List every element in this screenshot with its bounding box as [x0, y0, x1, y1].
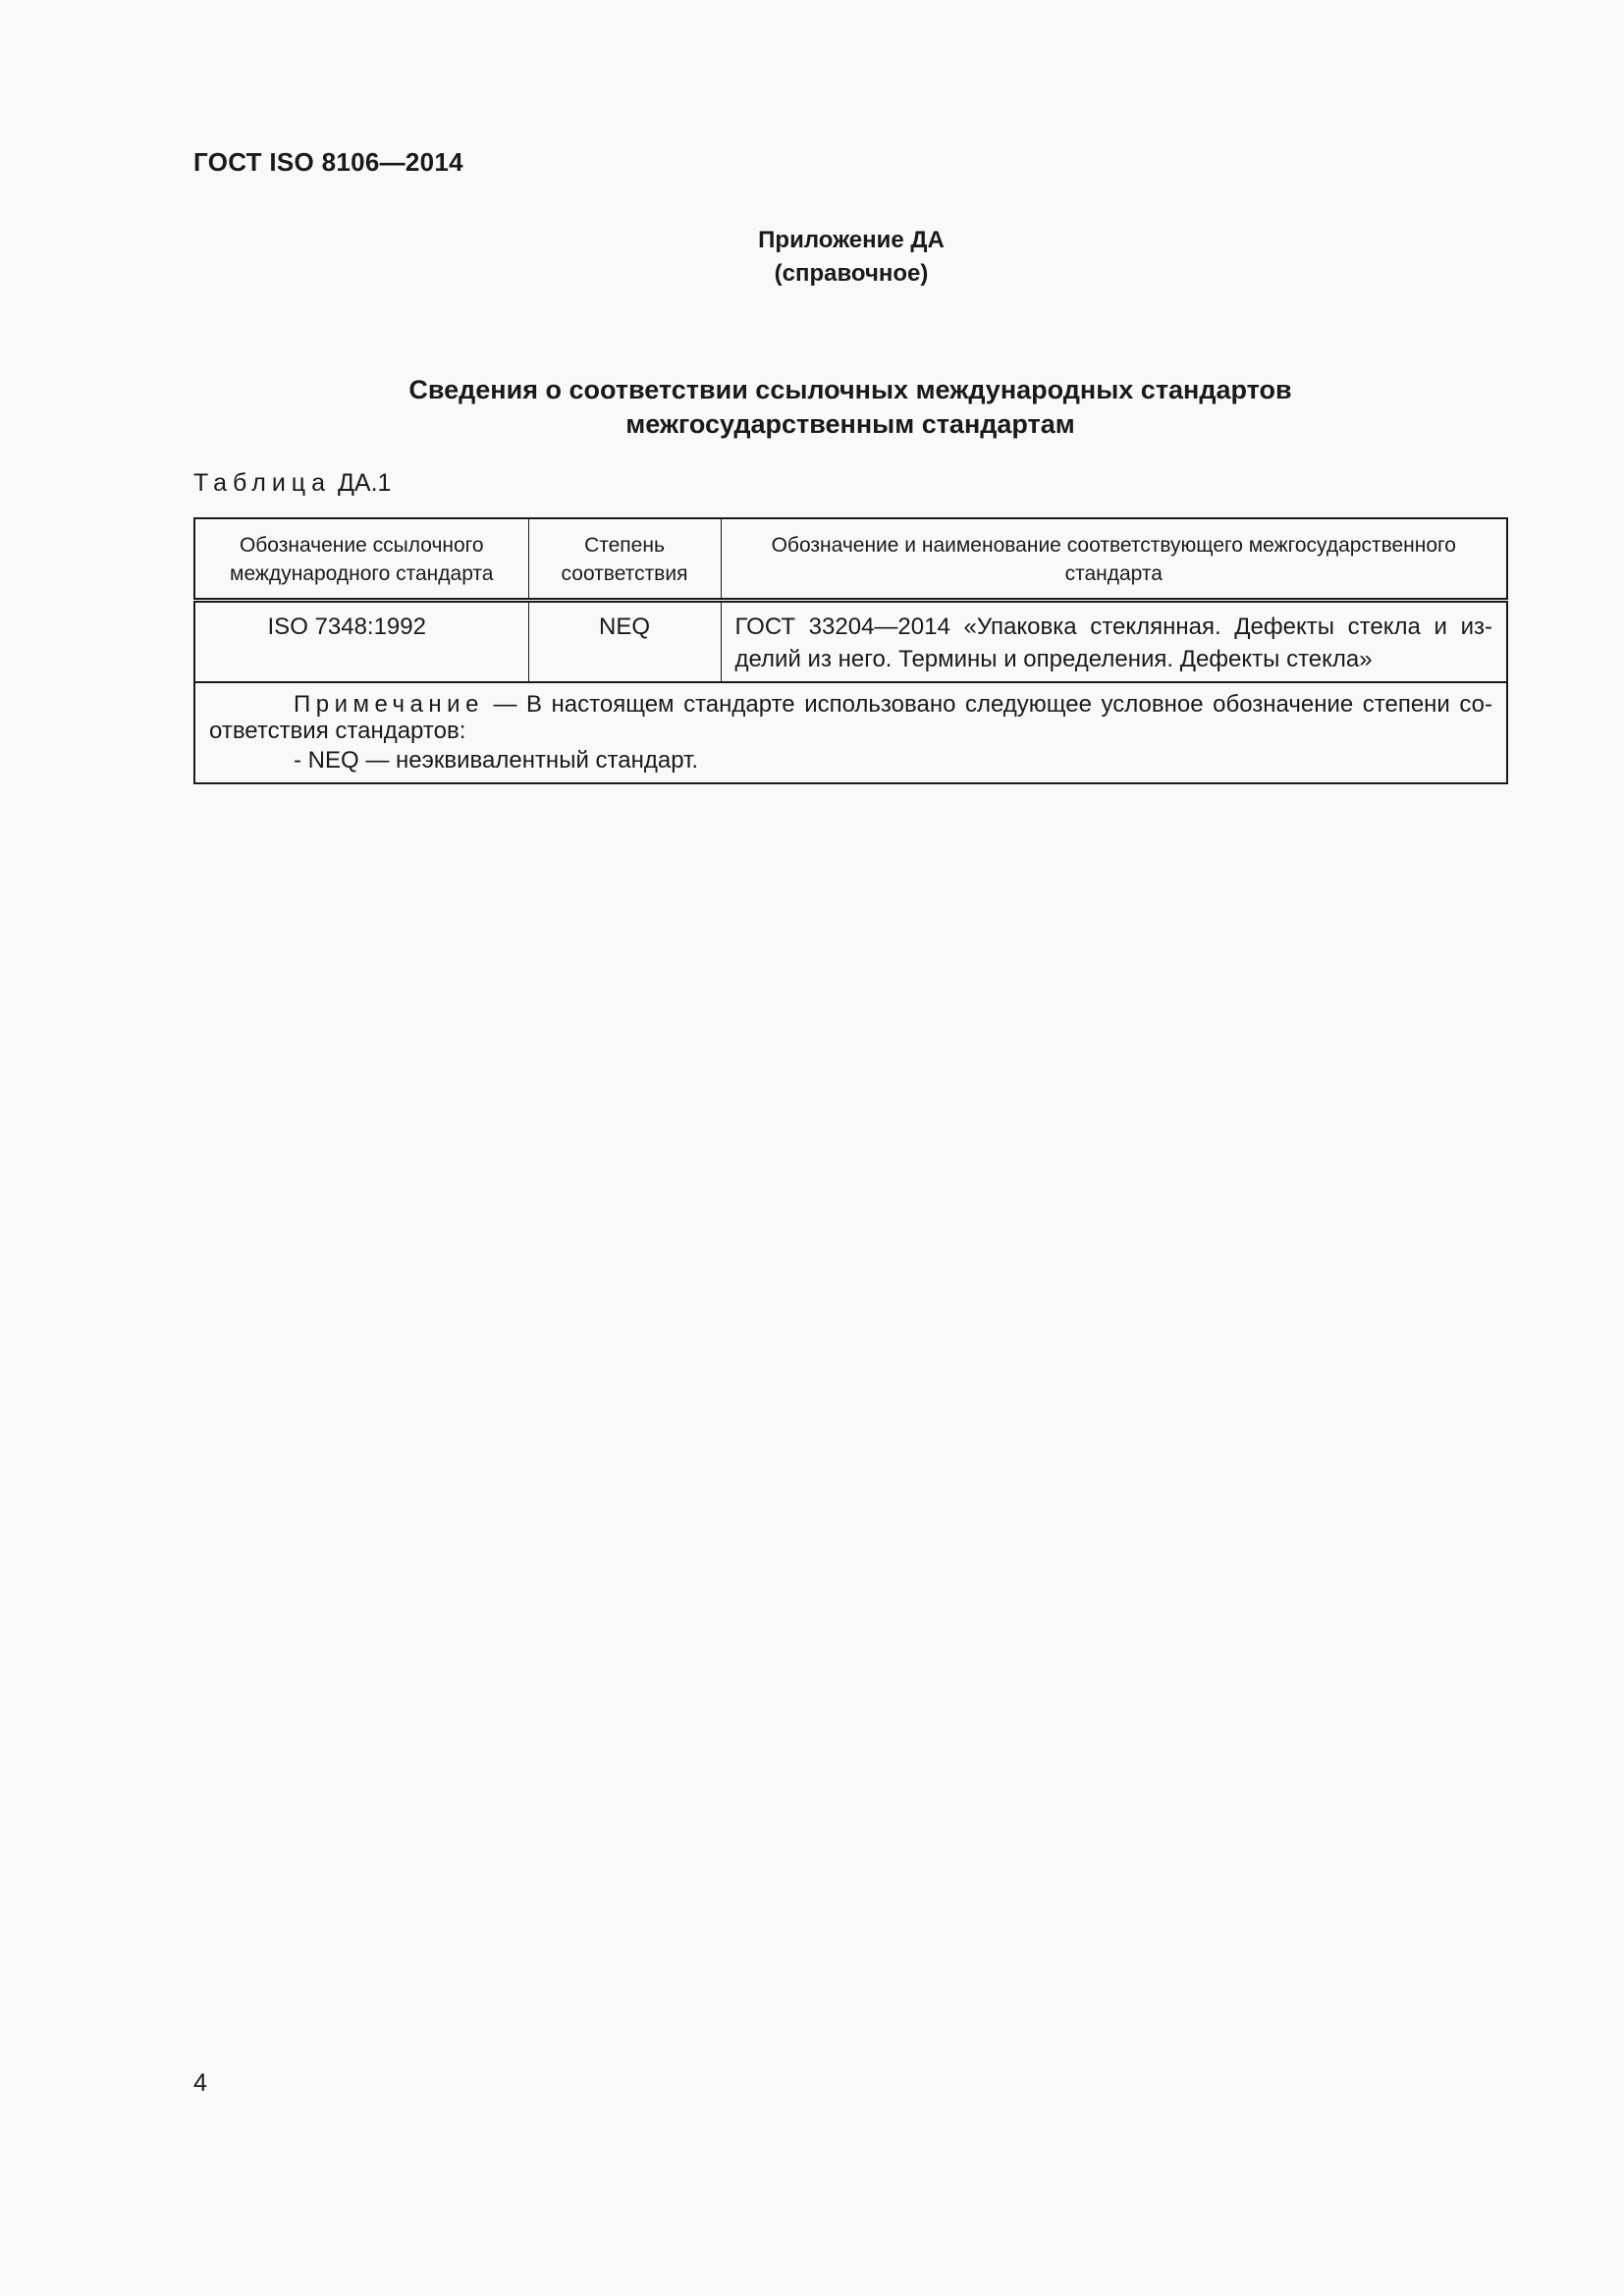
table-header-row [194, 518, 1507, 601]
appendix-type: (справочное) [774, 260, 929, 287]
section-title-line-2: межгосударственным стандартам [625, 409, 1075, 439]
table-label-number: ДА.1 [337, 469, 392, 497]
document-code: ГОСТ ISO 8106—2014 [193, 147, 463, 177]
header-interstate-standard: Обозначение и наименование соответствующего межгосударственного стандарта [721, 518, 1507, 601]
cell-degree-of-conformity: NEQ [528, 601, 721, 683]
note-body: — В настоящем стандарте использовано следующее условное обозначение степени соответствия стандартов: [209, 691, 1492, 744]
table-row [194, 601, 1507, 683]
table-note [194, 682, 1507, 783]
table-label-word: Таблица [193, 469, 332, 497]
note-text [209, 691, 1492, 744]
header-degree-of-conformity: Степень соответствия [528, 518, 721, 601]
table-note-row [194, 682, 1507, 783]
international-standard-value: ISO 7348:1992 [267, 614, 426, 640]
page-number: 4 [193, 2069, 207, 2097]
section-title-line-1: Сведения о соответствии ссылочных международных стандартов [408, 375, 1292, 404]
cell-international-standard [194, 601, 528, 683]
section-title [193, 373, 1507, 442]
table-label [193, 469, 391, 498]
cell-interstate-standard: ГОСТ 33204—2014 «Упаковка стеклянная. Дефекты стекла и изделий из него. Термины и определения. Дефекты стекла» [721, 601, 1507, 683]
conformance-table [193, 517, 1508, 784]
note-label: Примечание [294, 691, 484, 718]
header-international-standard: Обозначение ссылочного международного стандарта [194, 518, 528, 601]
appendix-heading [0, 224, 1624, 291]
note-list-item: - NEQ — неэквивалентный стандарт. [294, 747, 699, 774]
appendix-title: Приложение ДА [758, 227, 945, 253]
